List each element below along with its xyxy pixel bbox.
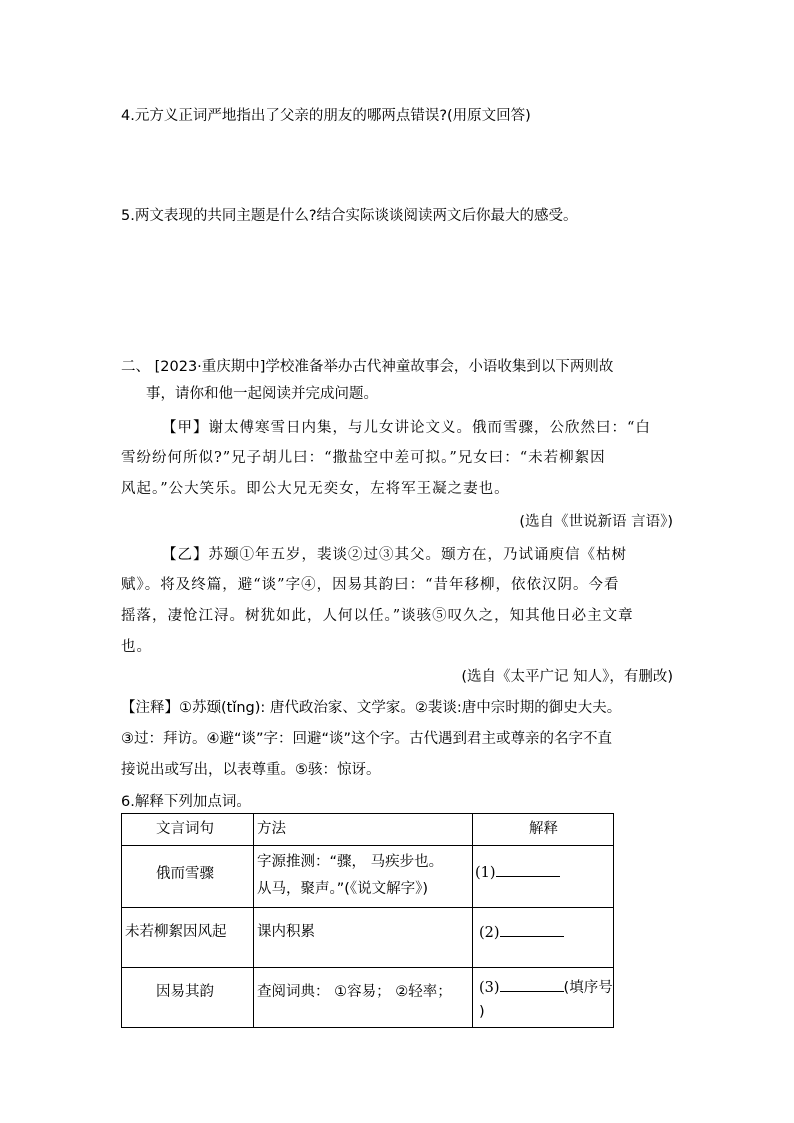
row1-method-line2: 从马，聚声。”(《说文解字》): [257, 881, 429, 897]
row2-answer-label: (2): [479, 925, 500, 941]
row3-answer-hint-close: ): [479, 1004, 485, 1020]
row2-phrase: 未若柳絮因风起: [122, 908, 254, 968]
header-phrase: 文言词句: [122, 814, 254, 846]
table-header-row: [122, 814, 614, 846]
passage-jia-line2: 雪纷纷何所似?”兄子胡儿曰：“撒盐空中差可拟。”兄女曰：“未若柳絮因: [121, 450, 606, 466]
notes-line2: ③过：拜访。④避“谈”字：回避“谈”这个字。古代遇到君主或尊亲的名字不直: [121, 731, 613, 747]
table-row: [122, 968, 614, 1028]
row3-answer-blank[interactable]: [500, 979, 564, 992]
header-answer: 解释: [473, 814, 614, 846]
notes-line1: 【注释】①苏颋(tǐng): 唐代政治家、文学家。②裴谈:唐中宗时期的御史大夫。: [121, 700, 622, 716]
passage-yi-line3: 摇落，凄怆江浔。树犹如此，人何以任。”谈骇⑤叹久之，知其他日必主文章: [121, 608, 634, 624]
row1-answer-label: (1): [475, 865, 496, 881]
passage-yi-source: (选自《太平广记 知人》，有删改): [461, 669, 673, 685]
row3-method: 查阅词典： ①容易； ②轻率；: [254, 968, 473, 1028]
row2-answer-blank[interactable]: [500, 924, 564, 937]
row3-answer-label: (3): [479, 980, 500, 996]
header-method: 方法: [254, 814, 473, 846]
question-6-prompt: 6.解释下列加点词。: [121, 794, 251, 810]
section2-intro-line1: 二、 [2023·重庆期中]学校准备举办古代神童故事会，小语收集到以下两则故: [121, 359, 614, 375]
passage-yi-line1: 【乙】苏颋①年五岁，裴谈②过③其父。颋方在，乃试诵庾信《枯树: [162, 547, 627, 563]
vocab-table: [121, 813, 614, 1028]
table-row: [122, 908, 614, 968]
table-row: [122, 846, 614, 908]
question-5: 5.两文表现的共同主题是什么?结合实际谈谈阅读两文后你最大的感受。: [121, 208, 578, 224]
row1-phrase: 俄而雪骤: [122, 846, 254, 908]
row3-answer-hint: (填序号: [563, 980, 613, 996]
passage-yi-line2: 赋》。将及终篇，避“谈”字④，因易其韵曰：“昔年移柳，依依汉阴。今看: [121, 577, 620, 593]
question-4: 4.元方义正词严地指出了父亲的朋友的哪两点错误?(用原文回答): [121, 108, 531, 124]
section2-intro-line2: 事，请你和他一起阅读并完成问题。: [146, 386, 378, 402]
passage-jia-line3: 风起。”公大笑乐。即公大兄无奕女，左将军王凝之妻也。: [121, 481, 510, 497]
row2-method: 课内积累: [254, 908, 473, 968]
row1-method-line1: 字源推测：“骤， 马疾步也。: [257, 854, 444, 870]
passage-jia-line1: 【甲】谢太傅寒雪日内集，与儿女讲论文义。俄而雪骤，公欣然曰：“白: [162, 420, 651, 436]
passage-yi-line4: 也。: [121, 639, 152, 655]
passage-jia-source: (选自《世说新语 言语》): [519, 514, 673, 530]
row3-phrase: 因易其韵: [122, 968, 254, 1028]
row1-answer-blank[interactable]: [496, 864, 560, 877]
notes-line3: 接说出或写出，以表尊重。⑤骇：惊讶。: [121, 762, 381, 778]
